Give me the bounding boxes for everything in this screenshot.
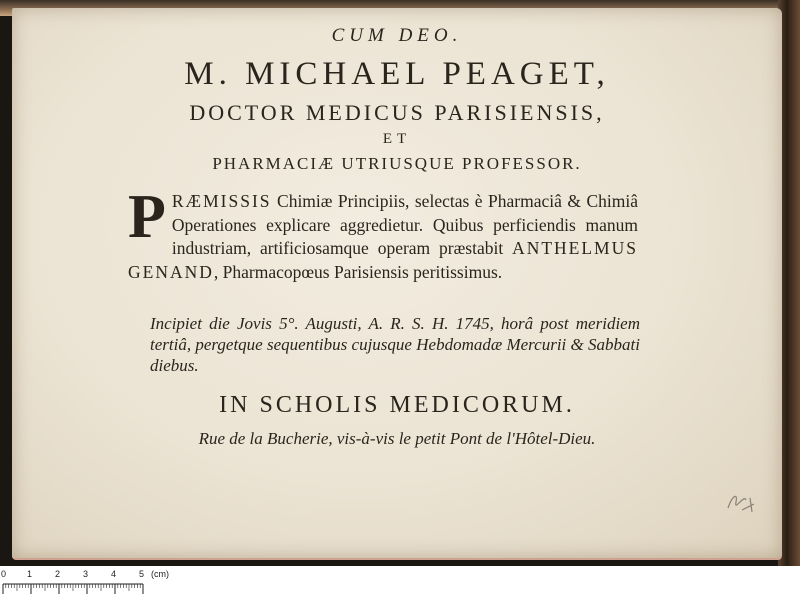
paragraph-text: Chimiæ Principiis, selectas è Pharmaciâ & Chimiâ Operationes explicare aggredietur. Quibus perficiendis manum industriam, artificiosamque operam præstabit — [171, 191, 638, 258]
ruler-label-4: 4 — [111, 569, 117, 579]
heading-et: ET — [382, 131, 412, 147]
ruler-ticks — [0, 566, 800, 596]
schedule-notice: Incipiet die Jovis 5°. Augusti, A. R. S. H. 1745, horâ post meridiem tertiâ, pergetque sequentibus cujusque Hebdomadæ Mercurii & Sabbati diebus. — [150, 314, 640, 375]
heading-professor-title: PHARMACIÆ UTRIUSQUE PROFESSOR. — [212, 154, 582, 173]
heading-author-name: M. MICHAEL PEAGET, — [184, 56, 610, 92]
venue-address: Rue de la Bucherie, vis-à-vis le petit Pont de l'Hôtel-Dieu. — [198, 429, 596, 448]
pencil-mark-icon — [724, 486, 758, 516]
ruler-label-1: 1 — [27, 569, 33, 579]
ruler-label-3: 3 — [83, 569, 89, 579]
drop-cap: P — [128, 183, 166, 251]
heading-doctor-title: DOCTOR MEDICUS PARISIENSIS, — [189, 100, 605, 125]
ruler-unit: (cm) — [151, 569, 169, 579]
heading-cum-deo: CUM DEO. — [331, 25, 463, 46]
venue-heading: IN SCHOLIS MEDICORUM. — [219, 392, 575, 418]
paragraph-lead: RÆMISSIS — [171, 191, 272, 211]
ruler-label-5: 5 — [139, 569, 145, 579]
main-paragraph — [128, 183, 638, 284]
scale-ruler — [0, 566, 800, 596]
ruler-label-2: 2 — [55, 569, 61, 579]
ruler-label-0: 0 — [1, 569, 7, 579]
pharmacist-name: ANTHELMUS GENAND — [128, 238, 638, 282]
paragraph-ending: , Pharmacopœus Parisiensis peritissimus. — [213, 261, 503, 282]
